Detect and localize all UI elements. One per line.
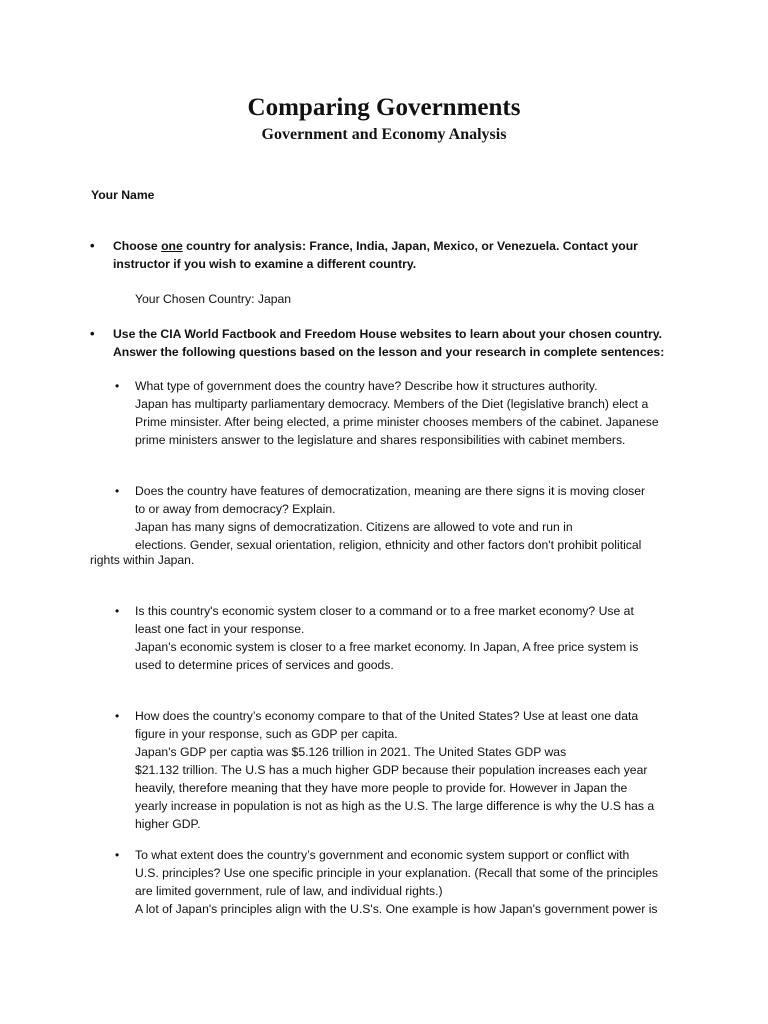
- question-1: What type of government does the country have? Describe how it structures authority. Japan has multiparty parliamentary democracy. Members of the Diet (legislative branch) elect a Prime minsister. After being elected, a prime minister chooses members of the cabinet. Japanese prime ministers answer to the legislature and shares responsibilities with cabinet members.: [135, 379, 659, 447]
- chosen-country: Your Chosen Country: Japan: [135, 292, 292, 306]
- bullet-choose-country: Choose one country for analysis: France, India, Japan, Mexico, or Venezuela. Contact your instructor if you wish to examine a different country.: [113, 239, 638, 271]
- question-3: Is this country's economic system closer to a command or to a free market economy? Use at least one fact in your response. Japan's economic system is closer to a free market economy. In Japan, A free price system is used to determine prices of services and goods.: [135, 604, 639, 672]
- question-4: How does the country’s economy compare to that of the United States? Use at least one data figure in your response, such as GDP per capita. Japan's GDP per captia was $5.126 trillion in 2021. The United States GDP was $21.132 trillion. The U.S has a much higher GDP because their population increases each year heavily, therefore meaning that they have more people to provide for. However in Japan the yearly increase in population is not as high as the U.S. The large difference is why the U.S has a higher GDP.: [135, 709, 655, 831]
- question-5: To what extent does the country’s government and economic system support or conflict with U.S. principles? Use one specific principle in your explanation. (Recall that some of the principles are limited government, rule of law, and individual rights.) A lot of Japan's principles align with the U.S's. One example is how Japan's government power is: [135, 848, 658, 916]
- sub-bullet-dot: •: [115, 379, 120, 393]
- bullet-dot: •: [90, 238, 95, 253]
- sub-bullet-dot: •: [115, 604, 120, 618]
- your-name-label: Your Name: [91, 188, 155, 202]
- bullet-research-instructions: Use the CIA World Factbook and Freedom House websites to learn about your chosen country. Answer the following questions based on the lesson and your research in complete sentences:: [113, 327, 665, 359]
- page-title: Comparing Governments: [247, 94, 521, 121]
- sub-bullet-dot: •: [115, 484, 120, 498]
- question-2-answer-continued: rights within Japan.: [90, 553, 195, 567]
- sub-bullet-dot: •: [115, 848, 120, 862]
- underlined-one: one: [161, 239, 183, 253]
- bullet-dot: •: [90, 326, 95, 341]
- question-2: Does the country have features of democratization, meaning are there signs it is moving closer to or away from democracy? Explain. Japan has many signs of democratization. Citizens are allowed to vote and run in elections. Gender, sexual orientation, religion, ethnicity and other factors don't prohibit political: [135, 484, 646, 552]
- page-subtitle: Government and Economy Analysis: [261, 126, 507, 143]
- sub-bullet-dot: •: [115, 709, 120, 723]
